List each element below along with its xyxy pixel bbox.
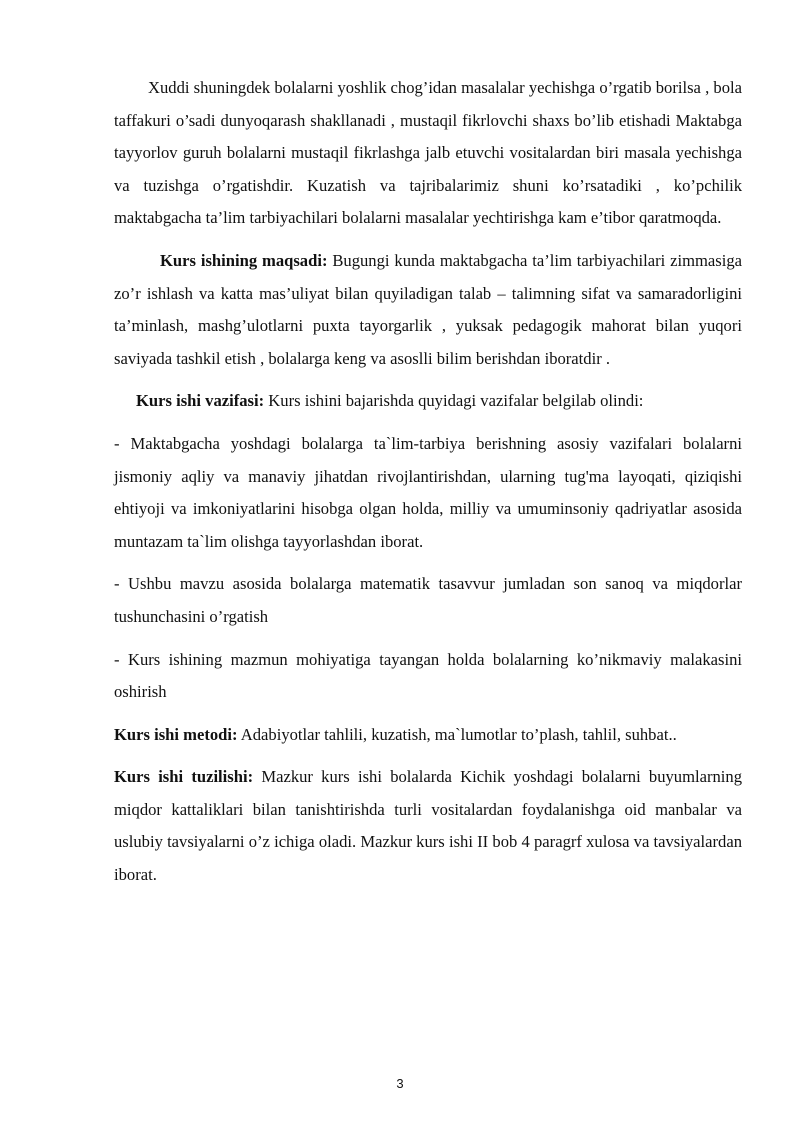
body-text <box>114 72 742 902</box>
paragraph-tasks <box>114 385 742 418</box>
goal-text: Bugungi kunda maktabgacha ta’lim tarbiyachilari zimmasiga zo’r ishlash va katta mas’uliyat bilan quyiladigan talab – talimning sifat va samaradorligini ta’minlash, mashg’ulotlarni puxta tayorgarlik , yuksak pedagogik mahorat bilan yuqori saviyada tashkil etish , bolalarga keng va asoslli bilim berishdan iboratdir . <box>114 250 742 368</box>
tasks-label: Kurs ishi vazifasi: <box>136 391 265 411</box>
list-item-task-3: - Kurs ishining mazmun mohiyatiga tayangan holda bolalarning ko’nikmaviy malakasini oshirish <box>114 649 742 702</box>
structure-text: Mazkur kurs ishi bolalarda Kichik yoshdagi bolalarni buyumlarning miqdor kattaliklari bilan tanishtirishda turli vositalardan foydalanishga oid manbalar va uslubiy tavsiyalarni o’z ichiga oladi. Mazkur kurs ishi II bob 4 paragrf xulosa va tavsiyalardan iborat. <box>114 767 743 885</box>
list-item-task-2: - Ushbu mavzu asosida bolalarga matematik tasavvur jumladan son sanoq va miqdorlar tushunchasini o’rgatish <box>114 574 742 626</box>
structure-label: Kurs ishi tuzilishi: <box>114 767 254 787</box>
method-label: Kurs ishi metodi: <box>114 724 238 744</box>
method-text: Adabiyotlar tahlili, kuzatish, ma`lumotlar to’plash, tahlil, suhbat.. <box>237 724 677 744</box>
paragraph-method <box>114 719 742 752</box>
page-number: 3 <box>396 1076 404 1091</box>
list-item-task-1: - Maktabgacha yoshdagi bolalarga ta`lim-tarbiya berishning asosiy vazifalari bolalarni jismoniy aqliy va manaviy jihatdan rivojlantirishdan, ularning tug'ma layoqati, qiziqishi ehtiyoji va imkoniyatlarini hisobga olgan holda, milliy va umuminsoniy qadriyatlar asosida muntazam ta`lim olishga tayyorlashdan iborat. <box>114 433 742 551</box>
paragraph-structure <box>114 761 742 891</box>
goal-label: Kurs ishining maqsadi: <box>160 250 328 270</box>
paragraph-goal <box>114 245 742 375</box>
paragraph-intro: Xuddi shuningdek bolalarni yoshlik chog’idan masalalar yechishga o’rgatib borilsa , bola taffakuri o’sadi dunyoqarash shakllanadi , mustaqil fikrlovchi shaxs bo’lib etishadi Maktabga tayyorlov guruh bolalarni mustaqil fikrlashga jalb etuvchi vositalardan biri masala yechishga va tuzishga o’rgatishdir. Kuzatish va tajribalarimiz shuni ko’rsatadiki , ko’pchilik maktabgacha ta’lim tarbiyachilari bolalarni masalalar yechtirishga kam e’tibor qaratmoqda. <box>114 78 742 228</box>
tasks-text: Kurs ishini bajarishda quyidagi vazifalar belgilab olindi: <box>264 391 644 411</box>
